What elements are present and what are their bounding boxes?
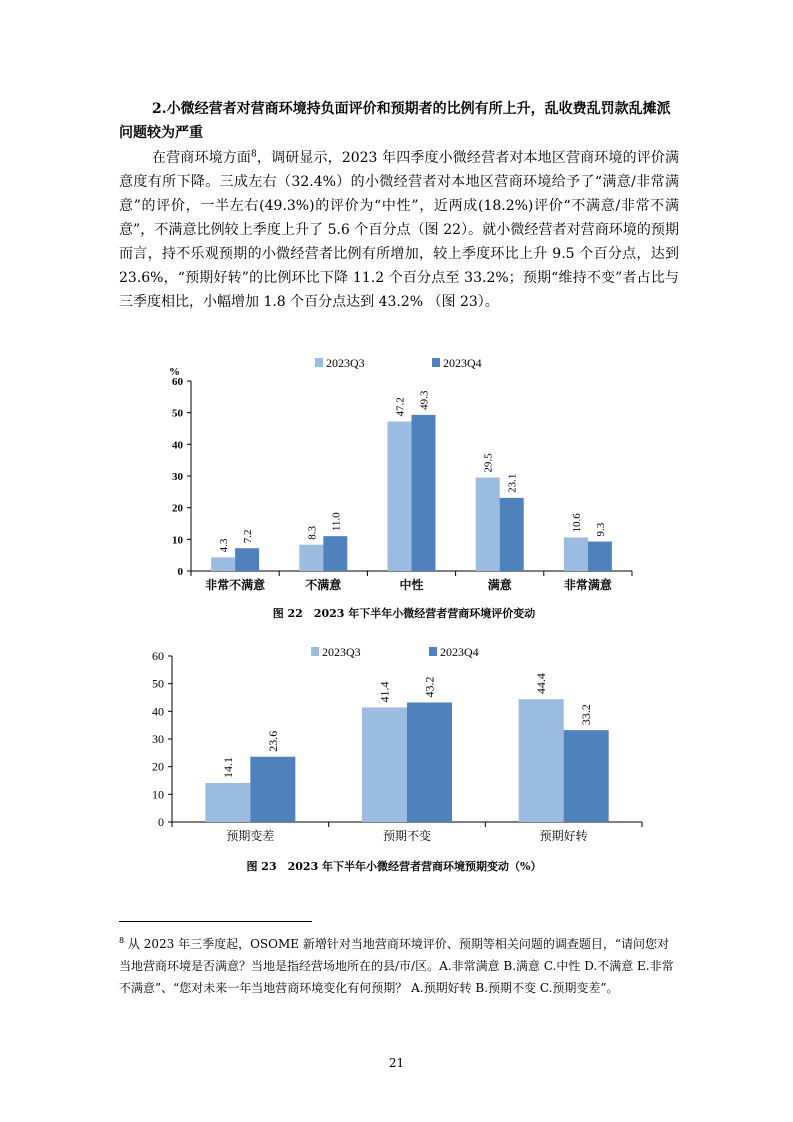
- data-label: 8.3: [306, 525, 319, 540]
- bar-2023q3: [476, 478, 500, 571]
- data-label: 23.6: [265, 730, 280, 752]
- legend-label: 2023Q3: [326, 356, 365, 370]
- y-tick-label: 40: [172, 439, 183, 452]
- y-tick-label: 30: [172, 471, 183, 483]
- y-tick-label: 30: [152, 732, 164, 746]
- para-start: 在营商环境方面: [152, 150, 252, 166]
- bar-2023q4: [235, 548, 259, 571]
- y-tick-label: 20: [172, 502, 183, 515]
- y-tick-label: 60: [152, 649, 164, 663]
- y-tick-label: 10: [172, 534, 183, 547]
- chart-fig22: [159, 350, 649, 602]
- legend-label: 2023Q4: [440, 645, 479, 659]
- category-label: 预期好转: [539, 829, 588, 843]
- bar-2023q4: [500, 498, 524, 571]
- bar-2023q3: [388, 422, 412, 571]
- y-tick-label: 50: [172, 407, 183, 420]
- category-label: 非常满意: [563, 578, 612, 592]
- data-label: 10.6: [570, 513, 583, 533]
- category-label: 预期不变: [382, 829, 432, 843]
- bar-2023q3: [519, 699, 564, 822]
- legend-swatch: [315, 358, 323, 367]
- bar-2023q3: [211, 557, 235, 571]
- footnote-rule: [119, 921, 312, 922]
- legend-label: 2023Q3: [322, 645, 361, 659]
- bar-2023q4: [250, 757, 295, 822]
- data-label: 9.3: [594, 522, 607, 537]
- y-tick-label: 20: [152, 759, 164, 774]
- data-label: 11.0: [330, 512, 343, 532]
- y-axis-unit: %: [169, 366, 180, 378]
- legend-swatch: [432, 358, 440, 367]
- category-label: 不满意: [305, 578, 342, 592]
- data-label: 23.1: [506, 473, 519, 493]
- footnote-text: 从 2023 年三季度起，OSOME 新增针对当地营商环境评价、预期等相关问题的调查题目，“请问您对当地营商环境是否满意？当地是指经营场地所在的县/市/区。A.非常满意 B.满意 C.中性 D.不满意 E.非常不满意”、“您对未来一年当地营商环境变化有何预期？ A.预期好转 B.预期不变 C.预期变差”。: [119, 937, 674, 995]
- para-rest: ，调研显示，2023 年四季度小微经营者对本地区营商环境的评价满意度有所下降。三成左右（32.4%）的小微经营者对本地区营商环境给予了“满意/非常满意”的评价，一半左右(49.3%)的评价为“中性”，近两成(18.2%)评价“不满意/非常不满意”，不满意比例较上季度上升了 5.6 个百分点（图 22）。就小微经营者对营商环境的预期而言，持不乐观预期的小微经营者比例有所增加，较上季度环比上升 9.5 个百分点，达到 23.6%，“预期好转”的比例环比下降 11.2 个百分点至 33.2%；预期“维持不变”者占比与三季度相比，小幅增加 1.8 个百分点达到 43.2% （图 23）。: [119, 150, 680, 310]
- fig22-caption: 图 22 2023 年下半年小微经营者营商环境评价变动: [272, 607, 536, 620]
- footnote: [119, 930, 675, 999]
- bar-2023q4: [407, 702, 452, 822]
- y-tick-label: 0: [158, 815, 164, 829]
- data-label: 49.3: [418, 390, 431, 410]
- bar-2023q3: [564, 537, 588, 571]
- data-label: 7.2: [242, 529, 255, 544]
- bar-2023q3: [299, 545, 323, 571]
- bar-2023q4: [323, 536, 347, 571]
- page-number: 21: [388, 1056, 405, 1070]
- bar-2023q4: [412, 415, 436, 571]
- y-tick-label: 10: [152, 787, 164, 802]
- legend-label: 2023Q4: [443, 356, 482, 370]
- y-tick-label: 50: [152, 676, 164, 691]
- data-label: 44.4: [534, 673, 549, 695]
- footnote-marker: 8: [119, 936, 125, 945]
- bar-2023q4: [564, 730, 609, 822]
- y-tick-label: 60: [172, 376, 183, 388]
- category-label: 预期变差: [226, 829, 275, 843]
- y-tick-label: 0: [177, 566, 183, 578]
- data-label: 14.1: [220, 756, 235, 778]
- data-label: 47.2: [394, 397, 407, 417]
- data-label: 4.3: [218, 538, 231, 553]
- footnote-ref[interactable]: 8: [251, 149, 257, 160]
- bar-2023q3: [205, 783, 250, 822]
- body-paragraph: [119, 146, 679, 314]
- legend-swatch: [429, 647, 437, 656]
- data-label: 29.5: [482, 453, 495, 473]
- section-heading: 2.小微经营者对营商环境持负面评价和预期者的比例有所上升，乱收费乱罚款乱摊派问题较为严重: [119, 101, 671, 141]
- category-label: 非常不满意: [205, 578, 266, 592]
- data-label: 41.4: [377, 681, 392, 703]
- legend-swatch: [311, 647, 319, 656]
- category-label: 满意: [487, 578, 512, 592]
- bar-2023q3: [362, 707, 407, 822]
- y-tick-label: 40: [152, 704, 164, 719]
- category-label: 中性: [399, 578, 424, 592]
- data-label: 43.2: [422, 676, 437, 698]
- chart-fig23: [139, 642, 649, 852]
- data-label: 33.2: [579, 704, 594, 726]
- bar-2023q4: [588, 542, 612, 571]
- fig23-caption: 图 23 2023 年下半年小微经营者营商环境预期变动（%）: [246, 860, 542, 873]
